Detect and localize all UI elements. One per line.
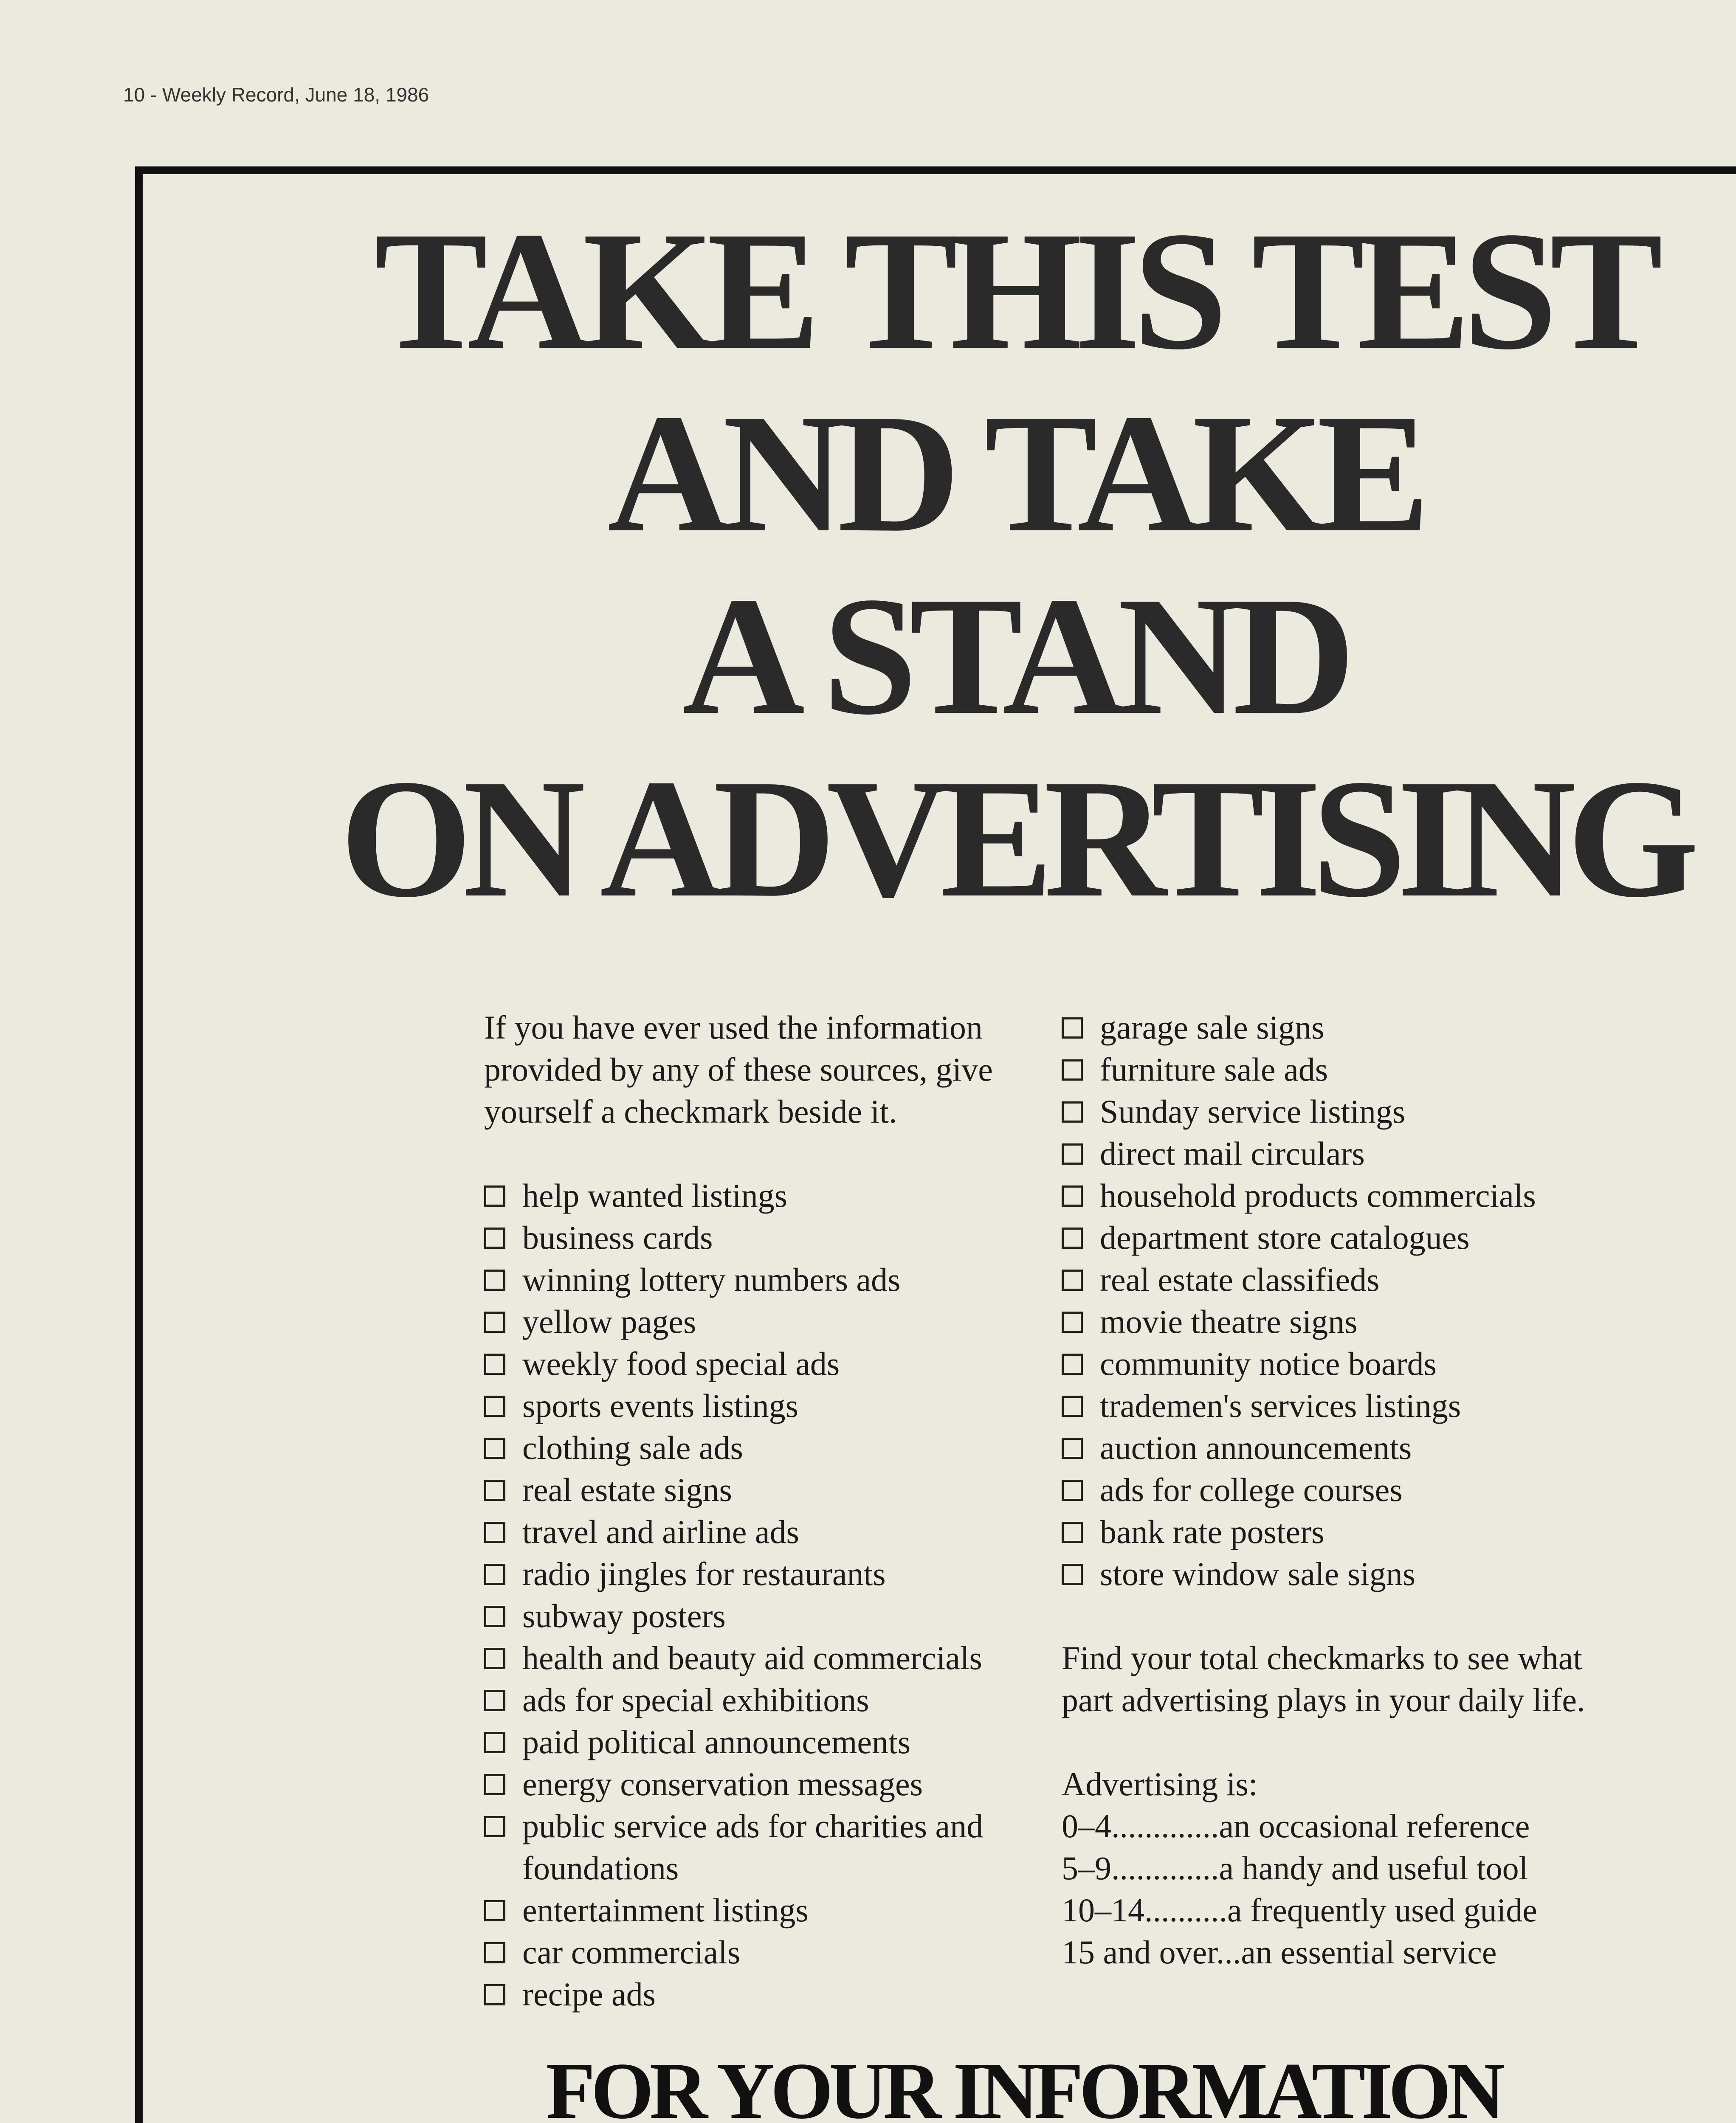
intro-text: If you have ever used the information provided by any of these sources, give yourself a checkmark beside it. bbox=[484, 1009, 993, 1130]
checklist-item-label: real estate classifieds bbox=[1100, 1261, 1380, 1298]
checklist-item-label: public service ads for charities and foundations bbox=[522, 1808, 984, 1886]
right-column bbox=[1062, 1006, 1614, 1973]
headline-line-4: ON ADVERTISING bbox=[340, 744, 1690, 932]
checklist-item bbox=[1062, 1090, 1614, 1132]
checklist-item bbox=[1062, 1301, 1614, 1343]
headline bbox=[306, 197, 1724, 932]
right-checklist bbox=[1062, 1006, 1614, 1595]
checklist-item-label: store window sale signs bbox=[1100, 1555, 1416, 1592]
checklist-item-label: winning lottery numbers ads bbox=[522, 1261, 901, 1298]
checklist-item bbox=[484, 1343, 1036, 1385]
checklist-item-label: ads for college courses bbox=[1100, 1471, 1403, 1508]
checklist-item bbox=[1062, 1048, 1614, 1090]
checkbox[interactable] bbox=[1062, 1438, 1083, 1459]
checklist-item bbox=[1062, 1132, 1614, 1174]
checklist-item bbox=[484, 1805, 1036, 1889]
checkbox[interactable] bbox=[1062, 1396, 1083, 1417]
checkbox[interactable] bbox=[1062, 1228, 1083, 1249]
checklist-item bbox=[484, 1259, 1036, 1301]
checklist-item bbox=[1062, 1259, 1614, 1301]
checklist-item bbox=[484, 1216, 1036, 1259]
checklist-item-label: household products commercials bbox=[1100, 1177, 1536, 1214]
checklist-item bbox=[1062, 1006, 1614, 1048]
checklist-item-label: Sunday service listings bbox=[1100, 1093, 1406, 1130]
checkbox[interactable] bbox=[484, 1774, 505, 1795]
score-row: 10–14..........a frequently used guide bbox=[1062, 1892, 1537, 1929]
checklist-item bbox=[484, 1553, 1036, 1595]
score-scale bbox=[1062, 1805, 1614, 1973]
checkbox[interactable] bbox=[484, 1480, 505, 1501]
checklist-item-label: recipe ads bbox=[522, 1976, 656, 2013]
checklist-item bbox=[1062, 1216, 1614, 1259]
checklist-item-label: bank rate posters bbox=[1100, 1513, 1325, 1550]
checkbox[interactable] bbox=[1062, 1185, 1083, 1207]
checklist-item bbox=[1062, 1469, 1614, 1511]
checkbox[interactable] bbox=[484, 1185, 505, 1207]
checkbox[interactable] bbox=[1062, 1564, 1083, 1585]
checklist-item bbox=[484, 1595, 1036, 1637]
checklist-item bbox=[484, 1889, 1036, 1931]
checklist-item-label: furniture sale ads bbox=[1100, 1051, 1328, 1088]
checkbox[interactable] bbox=[484, 1312, 505, 1333]
checkbox[interactable] bbox=[1062, 1143, 1083, 1165]
checkbox[interactable] bbox=[484, 1438, 505, 1459]
scale-title: Advertising is: bbox=[1062, 1765, 1258, 1802]
checkbox[interactable] bbox=[484, 1648, 505, 1669]
checklist-item-label: energy conservation messages bbox=[522, 1765, 923, 1802]
checklist-item-label: radio jingles for restaurants bbox=[522, 1555, 886, 1592]
checkbox[interactable] bbox=[1062, 1059, 1083, 1081]
checklist-item bbox=[484, 1721, 1036, 1763]
score-row: 0–4.............an occasional reference bbox=[1062, 1808, 1530, 1844]
checklist-item bbox=[484, 1679, 1036, 1721]
checkbox[interactable] bbox=[1062, 1480, 1083, 1501]
checklist-item-label: help wanted listings bbox=[522, 1177, 787, 1214]
checklist-item-label: movie theatre signs bbox=[1100, 1303, 1358, 1340]
checklist-item-label: garage sale signs bbox=[1100, 1009, 1325, 1046]
checkbox[interactable] bbox=[484, 1732, 505, 1753]
checkbox[interactable] bbox=[484, 1354, 505, 1375]
checkbox[interactable] bbox=[1062, 1017, 1083, 1039]
checklist-item-label: sports events listings bbox=[522, 1387, 799, 1424]
checkbox[interactable] bbox=[484, 1690, 505, 1711]
left-checklist bbox=[484, 1174, 1036, 2015]
checklist-item bbox=[484, 1637, 1036, 1679]
checklist-item bbox=[1062, 1511, 1614, 1553]
checkbox[interactable] bbox=[1062, 1354, 1083, 1375]
checklist-item-label: business cards bbox=[522, 1219, 713, 1256]
checkbox[interactable] bbox=[1062, 1312, 1083, 1333]
score-row: 5–9.............a handy and useful tool bbox=[1062, 1850, 1528, 1886]
tagline-line-1: FOR YOUR INFORMATION bbox=[546, 2047, 1501, 2123]
checklist-item bbox=[484, 1385, 1036, 1427]
left-column bbox=[484, 1006, 1036, 2015]
checklist-item bbox=[484, 1469, 1036, 1511]
checkbox[interactable] bbox=[484, 1522, 505, 1543]
checklist-item bbox=[484, 1511, 1036, 1553]
checklist-item-label: paid political announcements bbox=[522, 1723, 911, 1760]
instructions-text: Find your total checkmarks to see what part advertising plays in your daily life. bbox=[1062, 1639, 1585, 1718]
checklist-item bbox=[484, 1763, 1036, 1805]
checklist-item-label: auction announcements bbox=[1100, 1429, 1412, 1466]
checkbox[interactable] bbox=[484, 1606, 505, 1627]
headline-line-1: TAKE THIS TEST bbox=[374, 197, 1656, 385]
checklist-item bbox=[484, 1973, 1036, 2015]
checkbox[interactable] bbox=[1062, 1522, 1083, 1543]
checklist-item-label: travel and airline ads bbox=[522, 1513, 799, 1550]
checklist-item bbox=[484, 1301, 1036, 1343]
checkbox[interactable] bbox=[1062, 1270, 1083, 1291]
checkbox[interactable] bbox=[484, 1984, 505, 2005]
checkbox[interactable] bbox=[484, 1942, 505, 1963]
checklist-item-label: health and beauty aid commercials bbox=[522, 1639, 982, 1676]
headline-line-2: AND TAKE bbox=[607, 379, 1423, 567]
checklist-item-label: yellow pages bbox=[522, 1303, 696, 1340]
headline-line-3: A STAND bbox=[682, 562, 1348, 750]
checklist-item-label: community notice boards bbox=[1100, 1345, 1437, 1382]
checklist-item-label: ads for special exhibitions bbox=[522, 1681, 869, 1718]
checklist-item bbox=[484, 1174, 1036, 1216]
checklist-item-label: department store catalogues bbox=[1100, 1219, 1470, 1256]
checklist-item bbox=[484, 1931, 1036, 1973]
checklist-item-label: trademen's services listings bbox=[1100, 1387, 1461, 1424]
page-header: 10 - Weekly Record, June 18, 1986 bbox=[123, 84, 429, 106]
checkbox[interactable] bbox=[484, 1900, 505, 1921]
checklist-item-label: subway posters bbox=[522, 1597, 726, 1634]
checklist-item-label: clothing sale ads bbox=[522, 1429, 743, 1466]
checklist-item-label: entertainment listings bbox=[522, 1892, 809, 1929]
checkbox[interactable] bbox=[484, 1816, 505, 1837]
checklist-item-label: direct mail circulars bbox=[1100, 1135, 1365, 1172]
checkbox[interactable] bbox=[484, 1228, 505, 1249]
checklist-item bbox=[1062, 1427, 1614, 1469]
checklist-item bbox=[1062, 1174, 1614, 1216]
checklist-item bbox=[1062, 1553, 1614, 1595]
score-row: 15 and over...an essential service bbox=[1062, 1934, 1497, 1971]
checklist-item-label: real estate signs bbox=[522, 1471, 732, 1508]
checklist-item bbox=[484, 1427, 1036, 1469]
checklist-item-label: weekly food special ads bbox=[522, 1345, 840, 1382]
checklist-item-label: car commercials bbox=[522, 1934, 741, 1971]
checkbox[interactable] bbox=[484, 1396, 505, 1417]
checklist-item bbox=[1062, 1343, 1614, 1385]
tagline bbox=[484, 2047, 1563, 2123]
checkbox[interactable] bbox=[1062, 1101, 1083, 1123]
checkbox[interactable] bbox=[484, 1564, 505, 1585]
checklist-item bbox=[1062, 1385, 1614, 1427]
checkbox[interactable] bbox=[484, 1270, 505, 1291]
